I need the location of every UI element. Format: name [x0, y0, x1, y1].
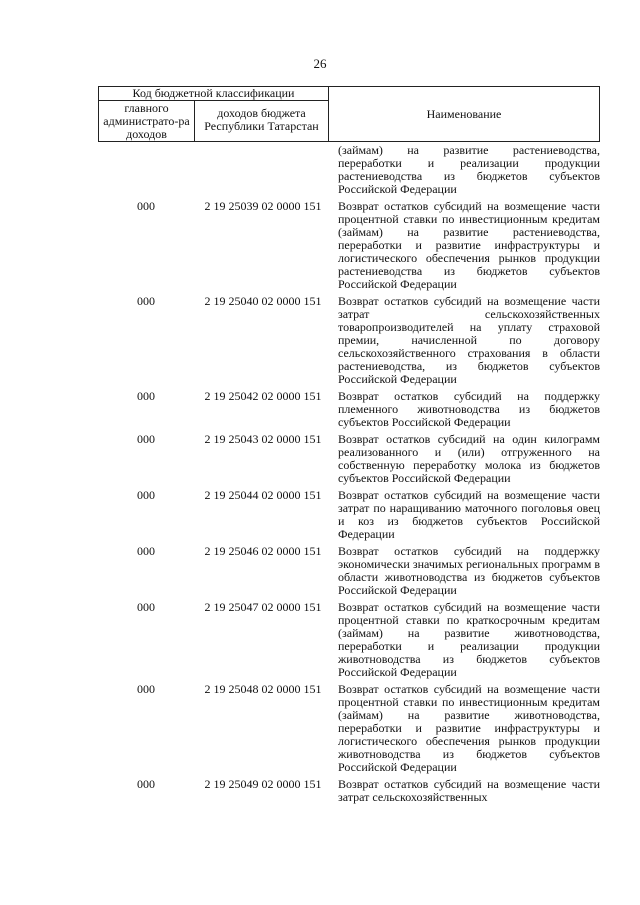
income-code: 2 19 25039 02 0000 151	[204, 199, 322, 213]
row-description: Возврат остатков субсидий на возмещение части затрат сельскохозяйственных товаропроизводителей на уплату страховой премии, начисленной по договору сельскохозяйственного страхования в области растениеводства, из бюджетов субъектов Российской Федерации	[338, 294, 600, 386]
header-code-group: Код бюджетной классификации	[99, 87, 329, 101]
header-name-column: Наименование	[426, 107, 502, 121]
table-row	[0, 144, 640, 196]
admin-code: 000	[137, 488, 155, 502]
income-code: 2 19 25042 02 0000 151	[204, 389, 322, 403]
page-number: 26	[313, 56, 327, 71]
admin-code: 000	[137, 682, 155, 696]
income-code: 2 19 25048 02 0000 151	[204, 682, 322, 696]
income-code: 2 19 25049 02 0000 151	[204, 777, 322, 791]
admin-code: 000	[137, 199, 155, 213]
table-row	[0, 601, 640, 679]
row-description: (займам) на развитие растениеводства, переработки и реализации продукции растениеводства из бюджетов субъектов Российской Федерации	[338, 143, 600, 196]
table-row	[0, 200, 640, 291]
header-admin-column: главного администрато-ра доходов	[99, 101, 195, 142]
row-description: Возврат остатков субсидий на возмещение части затрат по наращиванию маточного поголовья овец и коз из бюджетов субъектов Российской Федерации	[338, 488, 600, 541]
income-code: 2 19 25044 02 0000 151	[204, 488, 322, 502]
admin-code: 000	[137, 544, 155, 558]
income-code: 2 19 25040 02 0000 151	[204, 294, 322, 308]
table-body	[0, 144, 640, 804]
admin-code: 000	[137, 389, 155, 403]
income-code: 2 19 25043 02 0000 151	[204, 432, 322, 446]
table-row	[0, 433, 640, 485]
row-description: Возврат остатков субсидий на поддержку племенного животноводства из бюджетов субъектов Российской Федерации	[338, 389, 600, 429]
table-row	[0, 489, 640, 541]
row-description: Возврат остатков субсидий на возмещение части процентной ставки по краткосрочным кредитам (займам) на развитие животноводства, переработки и реализации продукции животноводства из бюджетов субъектов Российской Федерации	[338, 600, 600, 679]
admin-code: 000	[137, 600, 155, 614]
header-income-column: доходов бюджета Республики Татарстан	[195, 101, 329, 142]
row-description: Возврат остатков субсидий на поддержку экономически значимых региональных программ в области животноводства из бюджетов субъектов Российской Федерации	[338, 544, 600, 597]
table-header	[98, 86, 600, 142]
row-description: Возврат остатков субсидий на возмещение части процентной ставки по инвестиционным кредитам (займам) на развитие растениеводства, переработки и развитие инфраструктуры и логистического обеспечения рынков продукции растениеводства из бюджетов субъектов Российской Федерации	[338, 199, 600, 291]
table-row	[0, 390, 640, 429]
admin-code: 000	[137, 294, 155, 308]
row-description: Возврат остатков субсидий на один килограмм реализованного и (или) отгруженного на собственную переработку молока из бюджетов субъектов Российской Федерации	[338, 432, 600, 485]
admin-code: 000	[137, 777, 155, 791]
table-row	[0, 778, 640, 804]
admin-code: 000	[137, 432, 155, 446]
row-description: Возврат остатков субсидий на возмещение части процентной ставки по инвестиционным кредитам (займам) на развитие животноводства, переработки и развитие инфраструктуры и логистического обеспечения рынков продукции животноводства из бюджетов субъектов Российской Федерации	[338, 682, 600, 774]
table-row	[0, 683, 640, 774]
income-code: 2 19 25047 02 0000 151	[204, 600, 322, 614]
row-description: Возврат остатков субсидий на возмещение части затрат сельскохозяйственных	[338, 777, 600, 804]
table-row	[0, 295, 640, 386]
table-row	[0, 545, 640, 597]
income-code: 2 19 25046 02 0000 151	[204, 544, 322, 558]
